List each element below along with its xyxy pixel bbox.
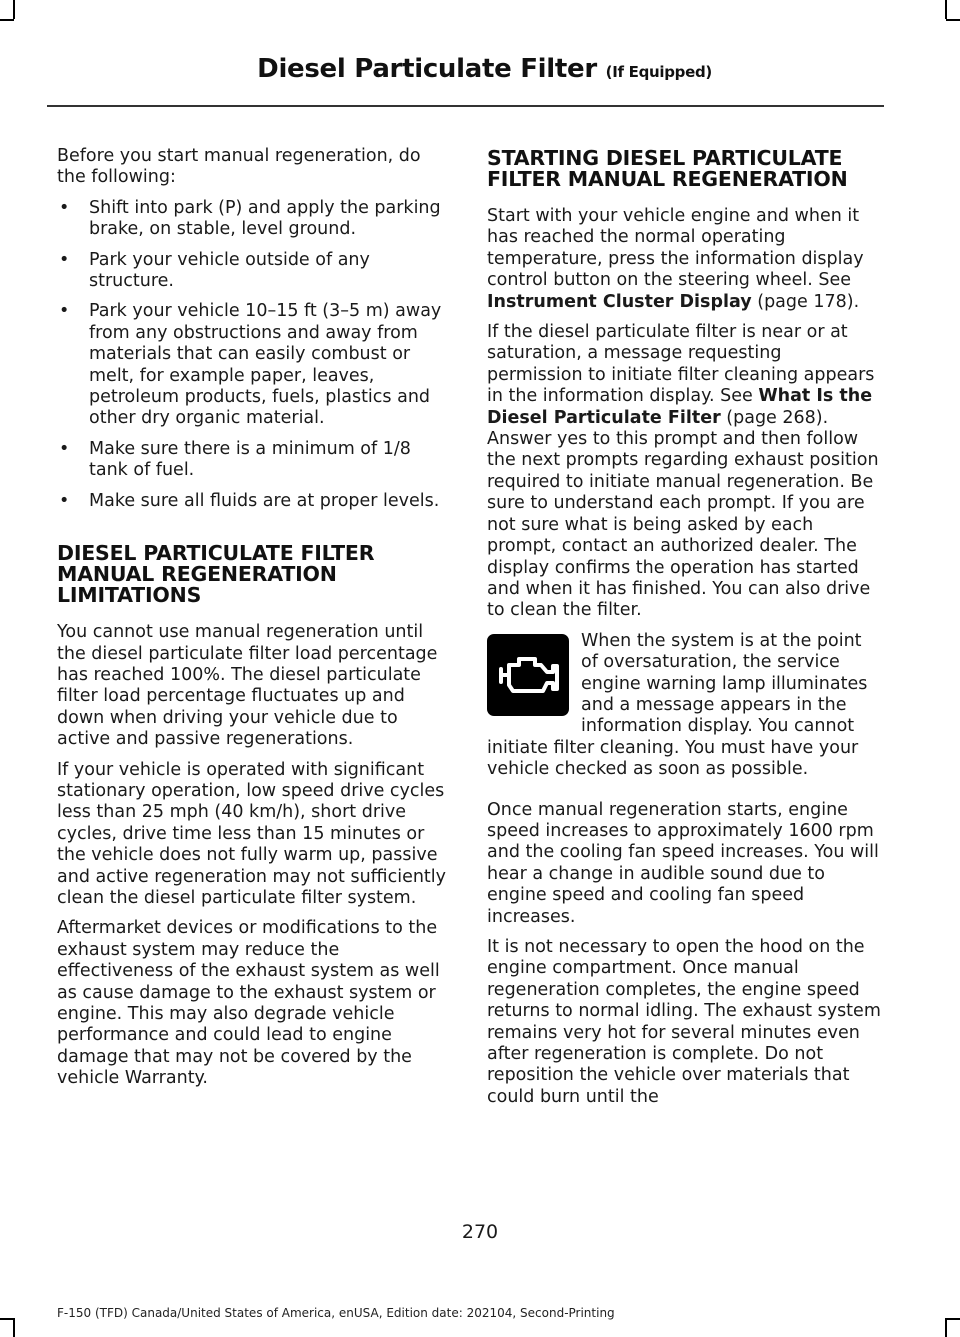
instrument-cluster-display-link[interactable]: Instrument Cluster Display	[487, 291, 752, 312]
bullet-icon: •	[59, 490, 70, 511]
crop-mark-top-right-v	[945, 0, 947, 19]
section-heading-starting-regeneration: STARTING DIESEL PARTICULATE FILTER MANUAL REGENERATION	[487, 146, 848, 191]
paragraph-text: If the diesel particulate filter is near or at saturation, a message requesting permission to initiate filter cleaning appears in the information display. See	[487, 322, 875, 407]
bullet-icon: •	[59, 249, 70, 270]
bullet-icon: •	[59, 197, 70, 218]
paragraph-text: Start with your vehicle engine and when it has reached the normal operating temperature, press the information display control button on the steering wheel. See	[487, 206, 864, 291]
page-title-main: Diesel Particulate Filter	[257, 54, 597, 84]
list-item-text: Make sure all fluids are at proper levels.	[89, 490, 440, 511]
crop-mark-bottom-right-v	[945, 1318, 947, 1337]
list-item	[57, 198, 449, 241]
list-item-text: Make sure there is a minimum of 1/8 tank of fuel.	[89, 438, 411, 481]
header-rule	[47, 105, 884, 107]
page-title-qualifier: (If Equipped)	[605, 63, 712, 81]
right-column	[487, 146, 881, 1117]
body-paragraph: Once manual regeneration starts, engine speed increases to approximately 1600 rpm and the cooling fan speed increases. You will hear a change in audible sound due to engine speed and cooling fan speed increases.	[487, 799, 879, 927]
page-reference: (page 178).	[751, 291, 860, 312]
crop-mark-top-right-h	[946, 19, 960, 21]
left-column	[57, 146, 449, 1099]
what-is-dpf-link[interactable]: What Is the Diesel Particulate Filter	[487, 386, 873, 428]
paragraph-text: When the system is at the point of oversaturation, the service engine warning lamp illuminates and a message appears in the information display. You cannot initiate filter cleaning. You must have your vehicle checked as soon as possible.	[487, 630, 868, 780]
list-item	[57, 250, 449, 293]
crop-mark-bottom-left-v	[13, 1318, 15, 1337]
list-item	[57, 491, 449, 512]
bullet-icon: •	[59, 438, 70, 459]
list-item-text: Park your vehicle 10–15 ft (3–5 m) away from any obstructions and away from materials that can easily combust or melt, for example paper, leaves, petroleum products, fuels, plastics and other dry organic material.	[89, 301, 442, 429]
crop-mark-bottom-right-h	[946, 1318, 960, 1320]
crop-mark-top-left-h	[0, 19, 14, 21]
section-heading-limitations: DIESEL PARTICULATE FILTER MANUAL REGENERATION LIMITATIONS	[57, 541, 375, 608]
paragraph-text: (page 268). Answer yes to this prompt and then follow the next prompts regarding exhaust position required to initiate manual regeneration. Be sure to understand each prompt. If you are not sure what is being asked by each prompt, contact an authorized dealer. The display confirms the operation has started and when it has finished. You can also drive to clean the filter.	[487, 407, 879, 621]
body-paragraph	[487, 206, 881, 313]
intro-paragraph: Before you start manual regeneration, do the following:	[57, 146, 421, 188]
warning-lamp-paragraph	[487, 631, 881, 781]
page-number: 270	[461, 1221, 499, 1243]
list-item-text: Park your vehicle outside of any structure.	[89, 249, 370, 292]
list-item	[57, 439, 449, 482]
edition-footer: F-150 (TFD) Canada/United States of America, enUSA, Edition date: 202104, Second-Printing	[57, 1306, 615, 1320]
body-paragraph: It is not necessary to open the hood on the engine compartment. Once manual regeneration completes, the engine speed returns to normal idling. The exhaust system remains very hot for several minutes even after regeneration is complete. Do not reposition the vehicle over materials that could burn until the	[487, 937, 881, 1107]
check-engine-icon	[487, 634, 569, 716]
page-title	[257, 54, 712, 84]
body-paragraph: Aftermarket devices or modifications to the exhaust system may reduce the effectiveness of the exhaust system as well as cause damage to the exhaust system or engine. This may also degrade vehicle performance and could lead to engine damage that may not be covered by the vehicle Warranty.	[57, 918, 440, 1089]
body-paragraph	[487, 322, 881, 622]
prerequisite-list	[57, 198, 449, 512]
list-item-text: Shift into park (P) and apply the parking brake, on stable, level ground.	[89, 197, 441, 240]
body-paragraph: You cannot use manual regeneration until the diesel particulate filter load percentage has reached 100%. The diesel particulate filter load percentage fluctuates up and down when driving your vehicle due to active and passive regenerations.	[57, 622, 438, 750]
list-item	[57, 301, 449, 429]
bullet-icon: •	[59, 301, 70, 322]
crop-mark-bottom-left-h	[0, 1318, 14, 1320]
body-paragraph: If your vehicle is operated with significant stationary operation, low speed drive cycles less than 25 mph (40 km/h), short drive cycles, drive time less than 15 minutes or the vehicle does not fully warm up, passive and active regeneration may not sufficiently clean the diesel particulate filter system.	[57, 759, 447, 908]
crop-mark-top-left-v	[13, 0, 15, 19]
